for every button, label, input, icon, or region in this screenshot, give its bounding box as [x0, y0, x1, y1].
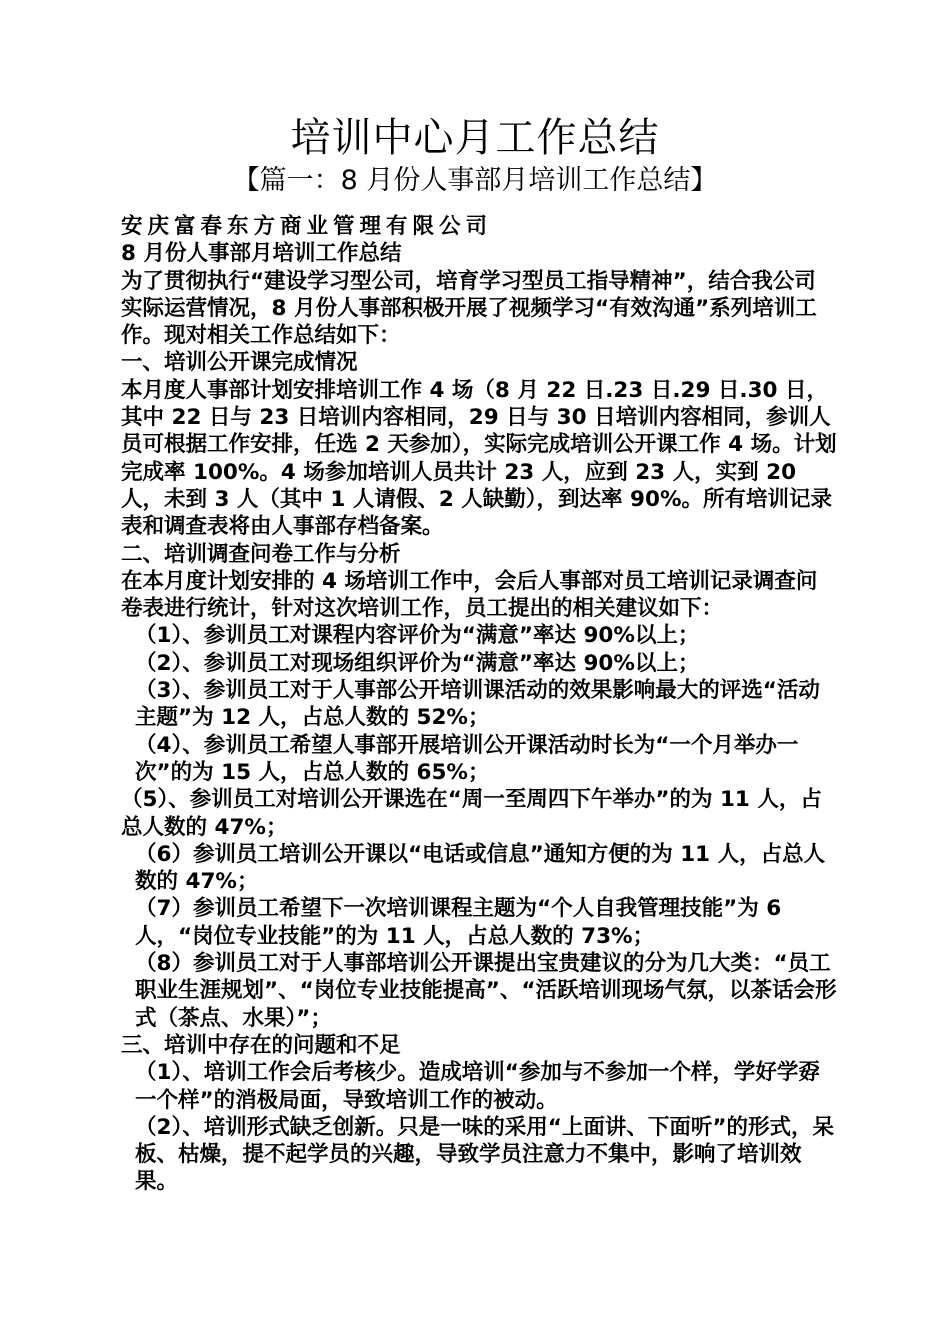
survey-item-4: （4）、参训员工希望人事部开展培训公开课活动时长为“一个月举办一次”的为 15 人，占总人数的 65%；	[135, 732, 799, 785]
section-1-paragraph: 本月度人事部计划安排培训工作 4 场（8 月 22 日.23 日.29 日.30 日，其中 22 日与 23 日培训内容相同，29 日与 30 日培训内容相同，参训人员可根据工作安排，任选 2 天参加），实际完成培训公开课工作 4 场。计划完成率 100%。4 场参加培训人员共计 23 人，应到 23 人，实到 20 人，未到 3 人（其中 1 人请假、2 人缺勤），到达率 90%。所有培训记录表和调查表将由人事部存档备案。	[121, 377, 837, 540]
document-subtitle: 【篇一：8 月份人事部月培训工作总结】	[232, 165, 718, 196]
problem-item-1: （1）、培训工作会后考核少。造成培训“参加与不参加一个样，学好学孬一个样”的消极局面，导致培训工作的被动。	[135, 1060, 820, 1113]
problem-item-2: （2）、培训形式缺乏创新。只是一味的采用“上面讲、下面听”的形式，呆板、枯燥，提不起学员的兴趣，导致学员注意力不集中，影响了培训效果。	[135, 1114, 834, 1195]
survey-item-8: （8）参训员工对于人事部培训公开课提出宝贵建议的分为几大类：“员工职业生涯规划”、“岗位专业技能提高”、“活跃培训现场气氛，以茶话会形式（茶点、水果）”；	[135, 951, 837, 1031]
section-heading-2: 二、培训调查问卷工作与分析	[121, 541, 401, 567]
survey-item-7: （7）参训员工希望下一次培训课程主题为“个人自我管理技能”为 6 人，“岗位专业技能”的为 11 人，占总人数的 73%；	[135, 896, 782, 949]
company-name: 安庆富春东方商业管理有限公司	[121, 214, 493, 239]
survey-item-6: （6）参训员工培训公开课以“电话或信息”通知方便的为 11 人，占总人数的 47%；	[135, 841, 826, 895]
survey-item-3: （3）、参训员工对于人事部公开培训课活动的效果影响最大的评选“活动主题”为 12 人，占总人数的 52%；	[135, 678, 820, 731]
section-2-paragraph: 在本月度计划安排的 4 场培训工作中，会后人事部对员工培训记录调查问卷表进行统计，针对这次培训工作，员工提出的相关建议如下：	[121, 568, 818, 622]
document-body	[115, 213, 837, 1196]
section-heading-1: 一、培训公开课完成情况	[121, 350, 358, 376]
survey-item-2: （2）、参训员工对现场组织评价为“满意”率达 90%以上；	[135, 650, 700, 676]
survey-item-5: （5）、参训员工对培训公开课选在“周一至周四下午举办”的为 11 人，占总人数的 47%；	[121, 787, 822, 840]
document-title: 培训中心月工作总结	[290, 115, 660, 161]
intro-paragraph: 为了贯彻执行“建设学习型公司，培育学习型员工指导精神”，结合我公司实际运营情况，8 月份人事部积极开展了视频学习“有效沟通”系列培训工作。现对相关工作总结如下：	[121, 268, 817, 349]
report-heading: 8 月份人事部月培训工作总结	[121, 241, 402, 267]
survey-item-1: （1）、参训员工对课程内容评价为“满意”率达 90%以上；	[135, 623, 700, 649]
section-heading-3: 三、培训中存在的问题和不足	[121, 1032, 401, 1058]
